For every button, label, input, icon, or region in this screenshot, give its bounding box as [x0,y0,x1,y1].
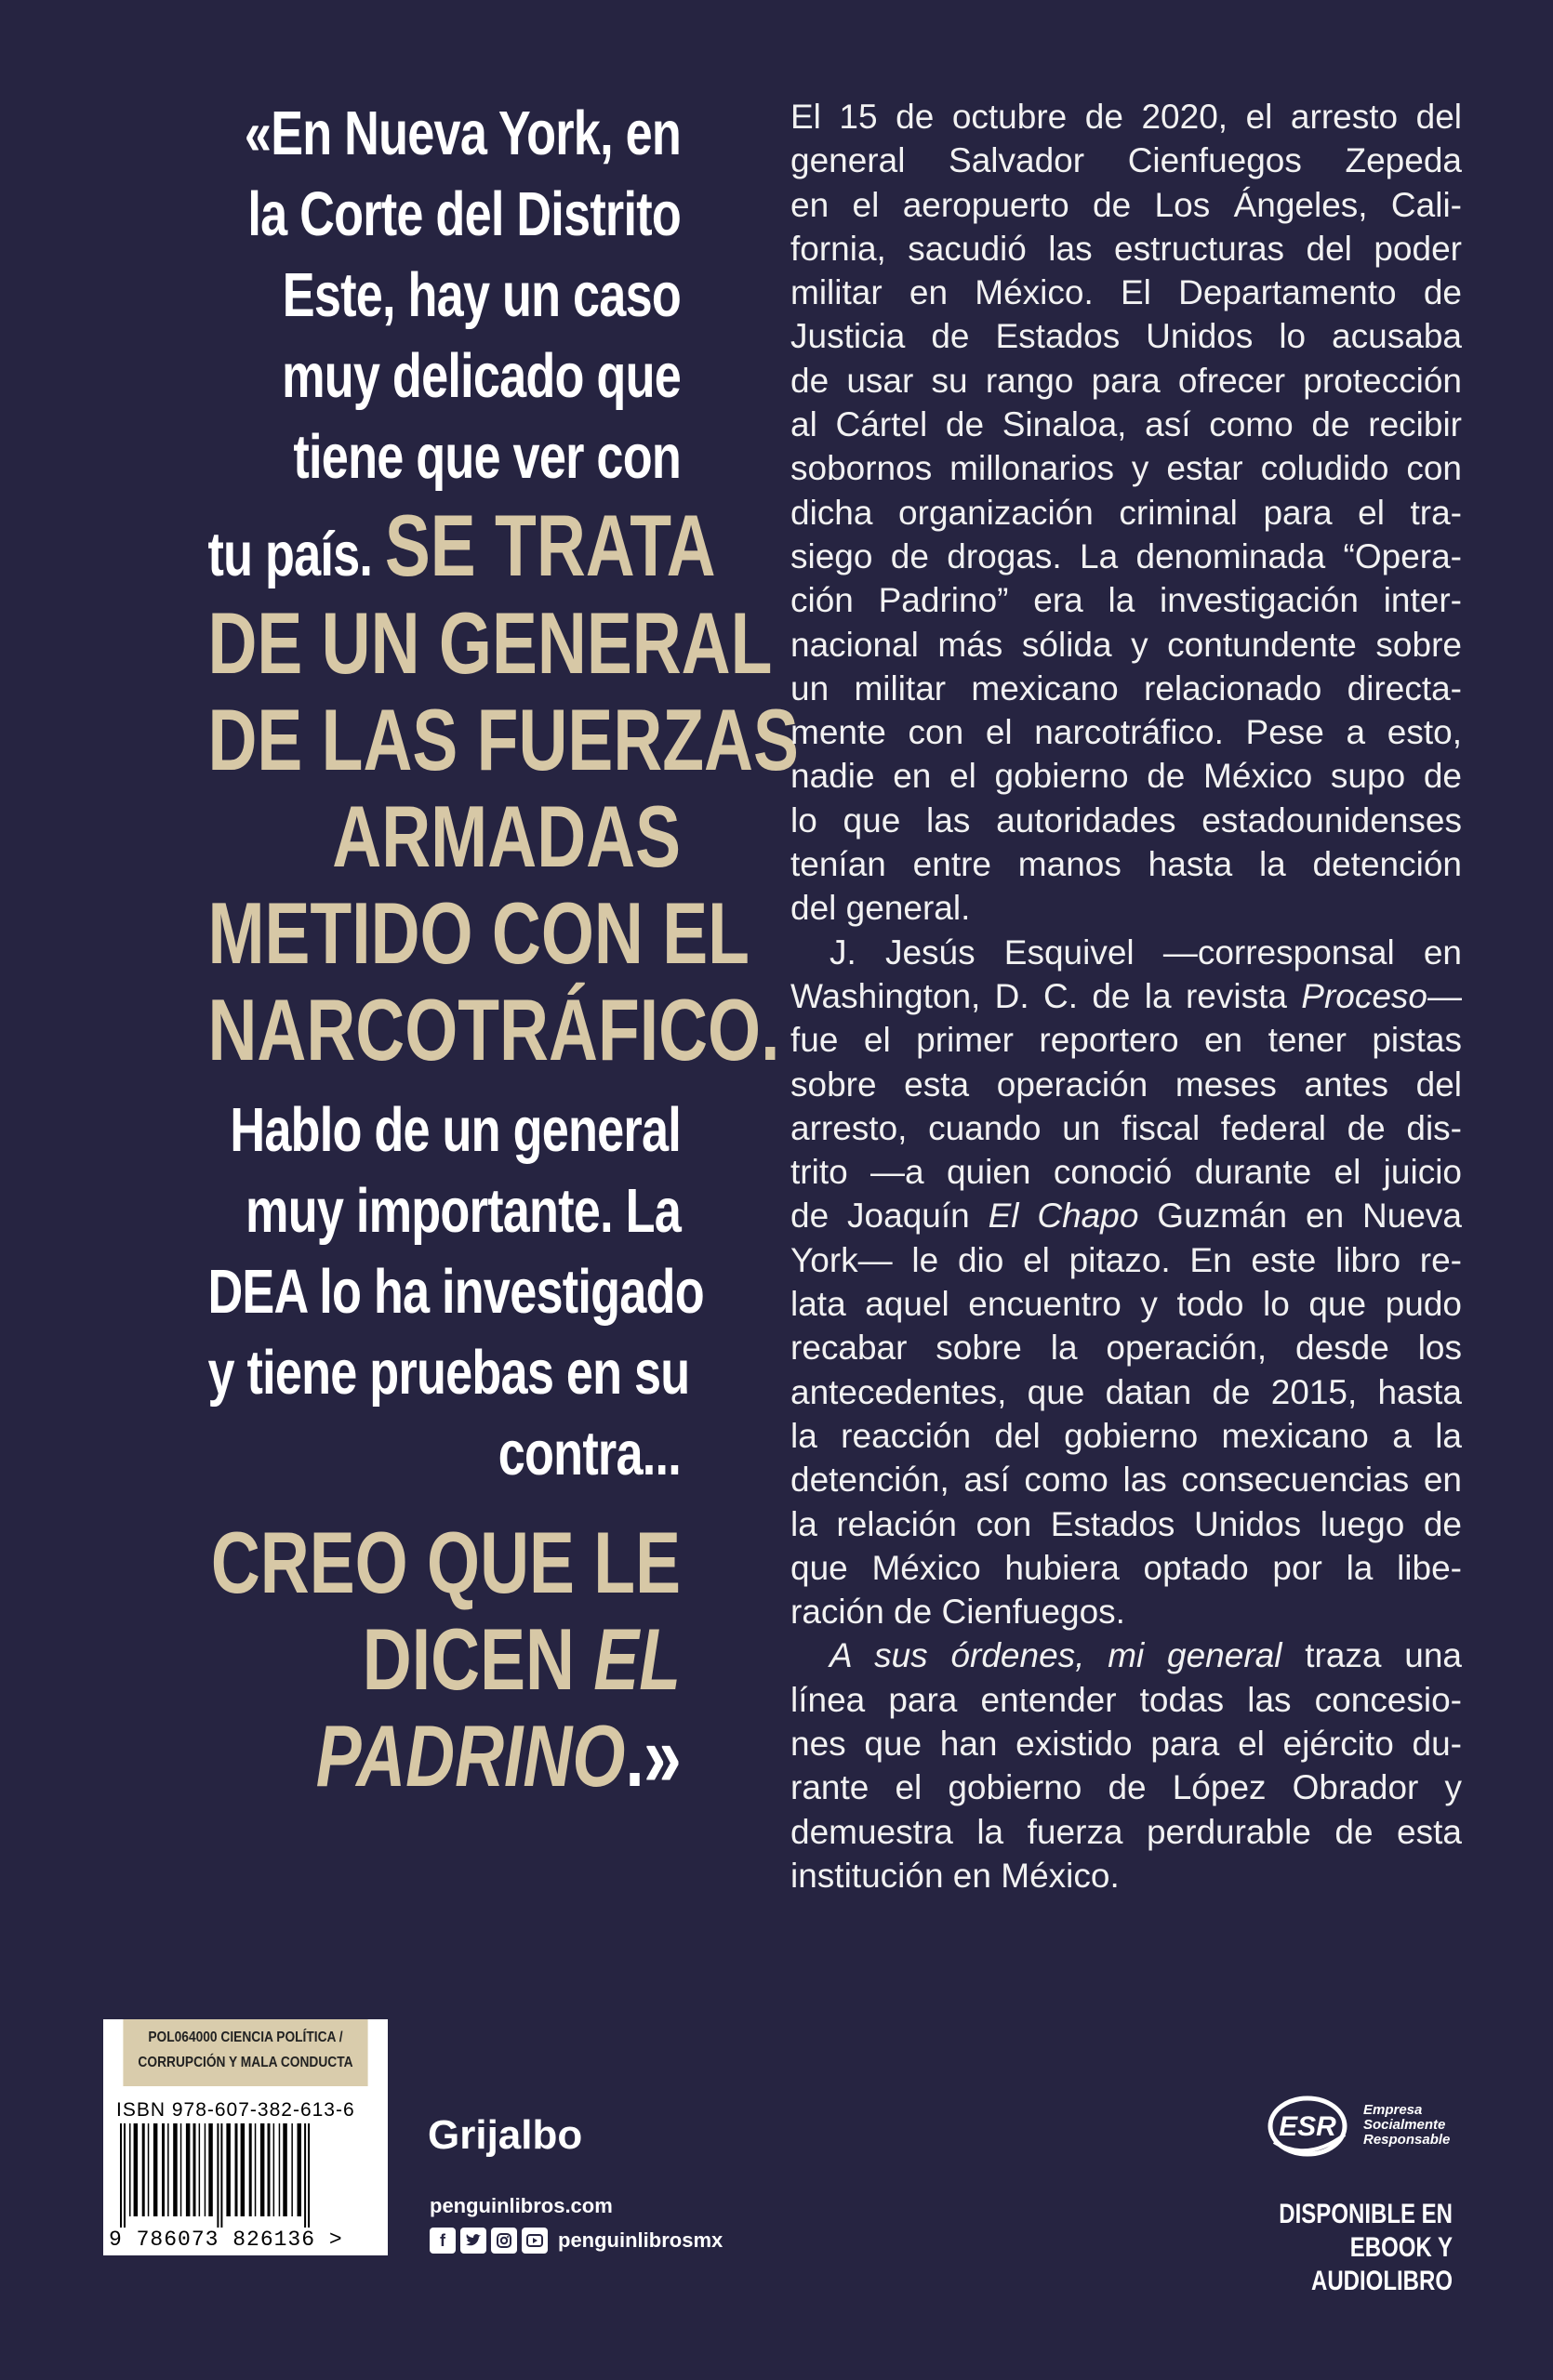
available-line: EBOOK Y AUDIOLIBRO [1311,2232,1453,2296]
synopsis-line: ción Padrino” era la investigación inter- [790,581,1462,620]
barcode-digits: 9 786073 826136 > [109,2228,343,2252]
quote-gold-line: ARMADAS [332,787,681,885]
quote-line: DEA lo ha investigado [207,1257,704,1327]
pull-quote [207,93,799,1805]
synopsis-line: dicha organización criminal para el tra- [790,493,1462,532]
quote-line: Este, hay un caso [282,260,681,330]
esr-caption [1363,2103,1450,2148]
text-run: de Joaquín [790,1197,989,1236]
quote-gold-line: NARCOTRÁFICO. [207,981,780,1078]
quote-gold-line: METIDO CON EL [207,884,750,982]
synopsis-line [790,1194,1462,1237]
synopsis-line: fornia, sacudió las estructuras del poder [790,229,1462,268]
quote-line: «En Nueva York, en [244,99,681,168]
synopsis-line: detención, así como las consecuencias en [790,1461,1462,1500]
facebook-icon[interactable]: f [430,2228,456,2254]
esr-logo-icon [1267,2092,1360,2161]
quote-line: contra... [498,1419,681,1488]
synopsis-line: siego de drogas. La denominada “Opera- [790,536,1462,575]
available-line: DISPONIBLE EN [1279,2199,1453,2229]
quote-line: la Corte del Distrito [247,179,681,249]
synopsis-line: la reacción del gobierno mexicano a la [790,1416,1462,1455]
quote-gold-line: DE LAS FUERZAS [207,691,799,788]
synopsis-line: rante el gobierno de López Obrador y [790,1768,1462,1807]
esr-logo-text: ESR [1279,2111,1336,2142]
quote-line: muy importante. La [246,1176,681,1246]
synopsis-line: J. Jesús Esquivel —corresponsal en [830,932,1462,972]
isbn: ISBN 978-607-382-613-6 [116,2099,355,2121]
synopsis-line: militar en México. El Departamento de [790,273,1462,312]
quote-gold-italic: EL [593,1610,681,1708]
quote-line: Hablo de un general [230,1095,682,1165]
synopsis-line: York— le dio el pitazo. En este libro re- [790,1240,1462,1279]
synopsis-line: línea para entender todas las concesio- [790,1680,1462,1719]
synopsis-line: sobornos millonarios y estar coludido con [790,449,1462,488]
nickname: El Chapo [988,1197,1139,1236]
synopsis-line: institución en México. [790,1856,1120,1895]
website-link[interactable]: penguinlibros.com [430,2194,613,2217]
quote-line: y tiene pruebas en su [207,1338,690,1408]
publisher-logo: Grijalbo [428,2112,583,2158]
synopsis-line: El 15 de octubre de 2020, el arresto del [790,98,1462,136]
synopsis-line: antecedentes, que datan de 2015, hasta [790,1372,1462,1411]
synopsis-line: trito —a quien conoció durante el juicio [790,1153,1462,1192]
youtube-icon[interactable] [522,2228,548,2254]
category-label [123,2019,367,2086]
esr-line: Responsable [1363,2132,1451,2148]
text-run: Guzmán en Nueva [1138,1197,1462,1236]
magazine-name: Proceso [1301,976,1427,1015]
synopsis-line: tenían entre manos hasta la detención [790,845,1462,884]
quote-gold-italic: PADRINO [315,1707,626,1805]
synopsis-line: ración de Cienfuegos. [790,1593,1125,1632]
synopsis-line: recabar sobre la operación, desde los [790,1329,1462,1368]
synopsis [790,95,1462,1897]
synopsis-line: mente con el narcotráfico. Pese a esto, [790,713,1462,752]
esr-line: Empresa [1363,2102,1423,2118]
available-formats [1257,2198,1453,2298]
synopsis-line: un militar mexicano relacionado directa- [790,668,1462,707]
quote-line-gold-part: SE TRATA [384,496,716,594]
quote-mixed-line [207,496,716,595]
category-line: CORRUPCIÓN Y MALA CONDUCTA [138,2055,353,2070]
synopsis-line: nes que han existido para el ejército du- [790,1724,1462,1763]
text-run: — [1427,976,1462,1015]
synopsis-line: demuestra la fuerza perdurable de esta [790,1812,1462,1851]
synopsis-line [790,974,1462,1018]
synopsis-line: lo que las autoridades estadounidenses [790,800,1462,840]
quote-gold-plain: DICEN [362,1610,594,1708]
barcode-box [103,2019,388,2255]
synopsis-line: nacional más sólida y contundente sobre [790,625,1462,664]
synopsis-line: general Salvador Cienfuegos Zepeda [790,141,1462,180]
synopsis-paragraph-3 [790,1678,1462,1897]
synopsis-line: lata aquel encuentro y todo lo que pudo [790,1285,1462,1324]
quote-gold-line: CREO QUE LE [210,1514,682,1611]
synopsis-line: que México hubiera optado por la libe- [790,1548,1462,1587]
synopsis-line: en el aeropuerto de Los Ángeles, Cali- [790,185,1462,224]
quote-line-white-part: tu país. [207,520,385,589]
synopsis-line: arresto, cuando un fiscal federal de dis- [790,1108,1462,1147]
esr-line: Socialmente [1363,2117,1446,2133]
quote-line: tiene que ver con [293,422,681,492]
synopsis-line: fue el primer reportero en tener pistas [790,1021,1462,1060]
synopsis-line: Justicia de Estados Unidos lo acusaba [790,317,1462,356]
text-run: traza una [1281,1636,1462,1675]
synopsis-line: la relación con Estados Unidos luego de [790,1504,1462,1543]
synopsis-line: al Cártel de Sinaloa, así como de recibir [790,405,1462,444]
quote-gold-line: DE UN GENERAL [207,594,773,692]
synopsis-line: sobre esta operación meses antes del [790,1064,1462,1104]
quote-line: muy delicado que [282,341,681,411]
synopsis-line: nadie en el gobierno de México supo de [790,757,1462,796]
social-links [430,2228,723,2254]
quote-gold-line-mixed [207,1611,681,1708]
synopsis-line [790,1633,1462,1677]
category-line: POL064000 CIENCIA POLÍTICA / [148,2030,343,2045]
twitter-icon[interactable] [460,2228,486,2254]
synopsis-paragraph-2-mid [790,1018,1462,1194]
quote-close-mark: .» [625,1707,681,1805]
instagram-icon[interactable] [491,2228,517,2254]
barcode [116,2123,375,2228]
book-title: A sus órdenes, mi general [830,1636,1282,1675]
synopsis-paragraph-2-end [790,1238,1462,1634]
synopsis-line: del general. [790,889,971,928]
synopsis-line: de usar su rango para ofrecer protección [790,361,1462,400]
quote-gold-line-final [207,1708,681,1805]
synopsis-paragraph-1 [790,95,1462,931]
text-run: Washington, D. C. de la revista [790,976,1302,1015]
social-handle[interactable]: penguinlibrosmx [558,2228,723,2252]
